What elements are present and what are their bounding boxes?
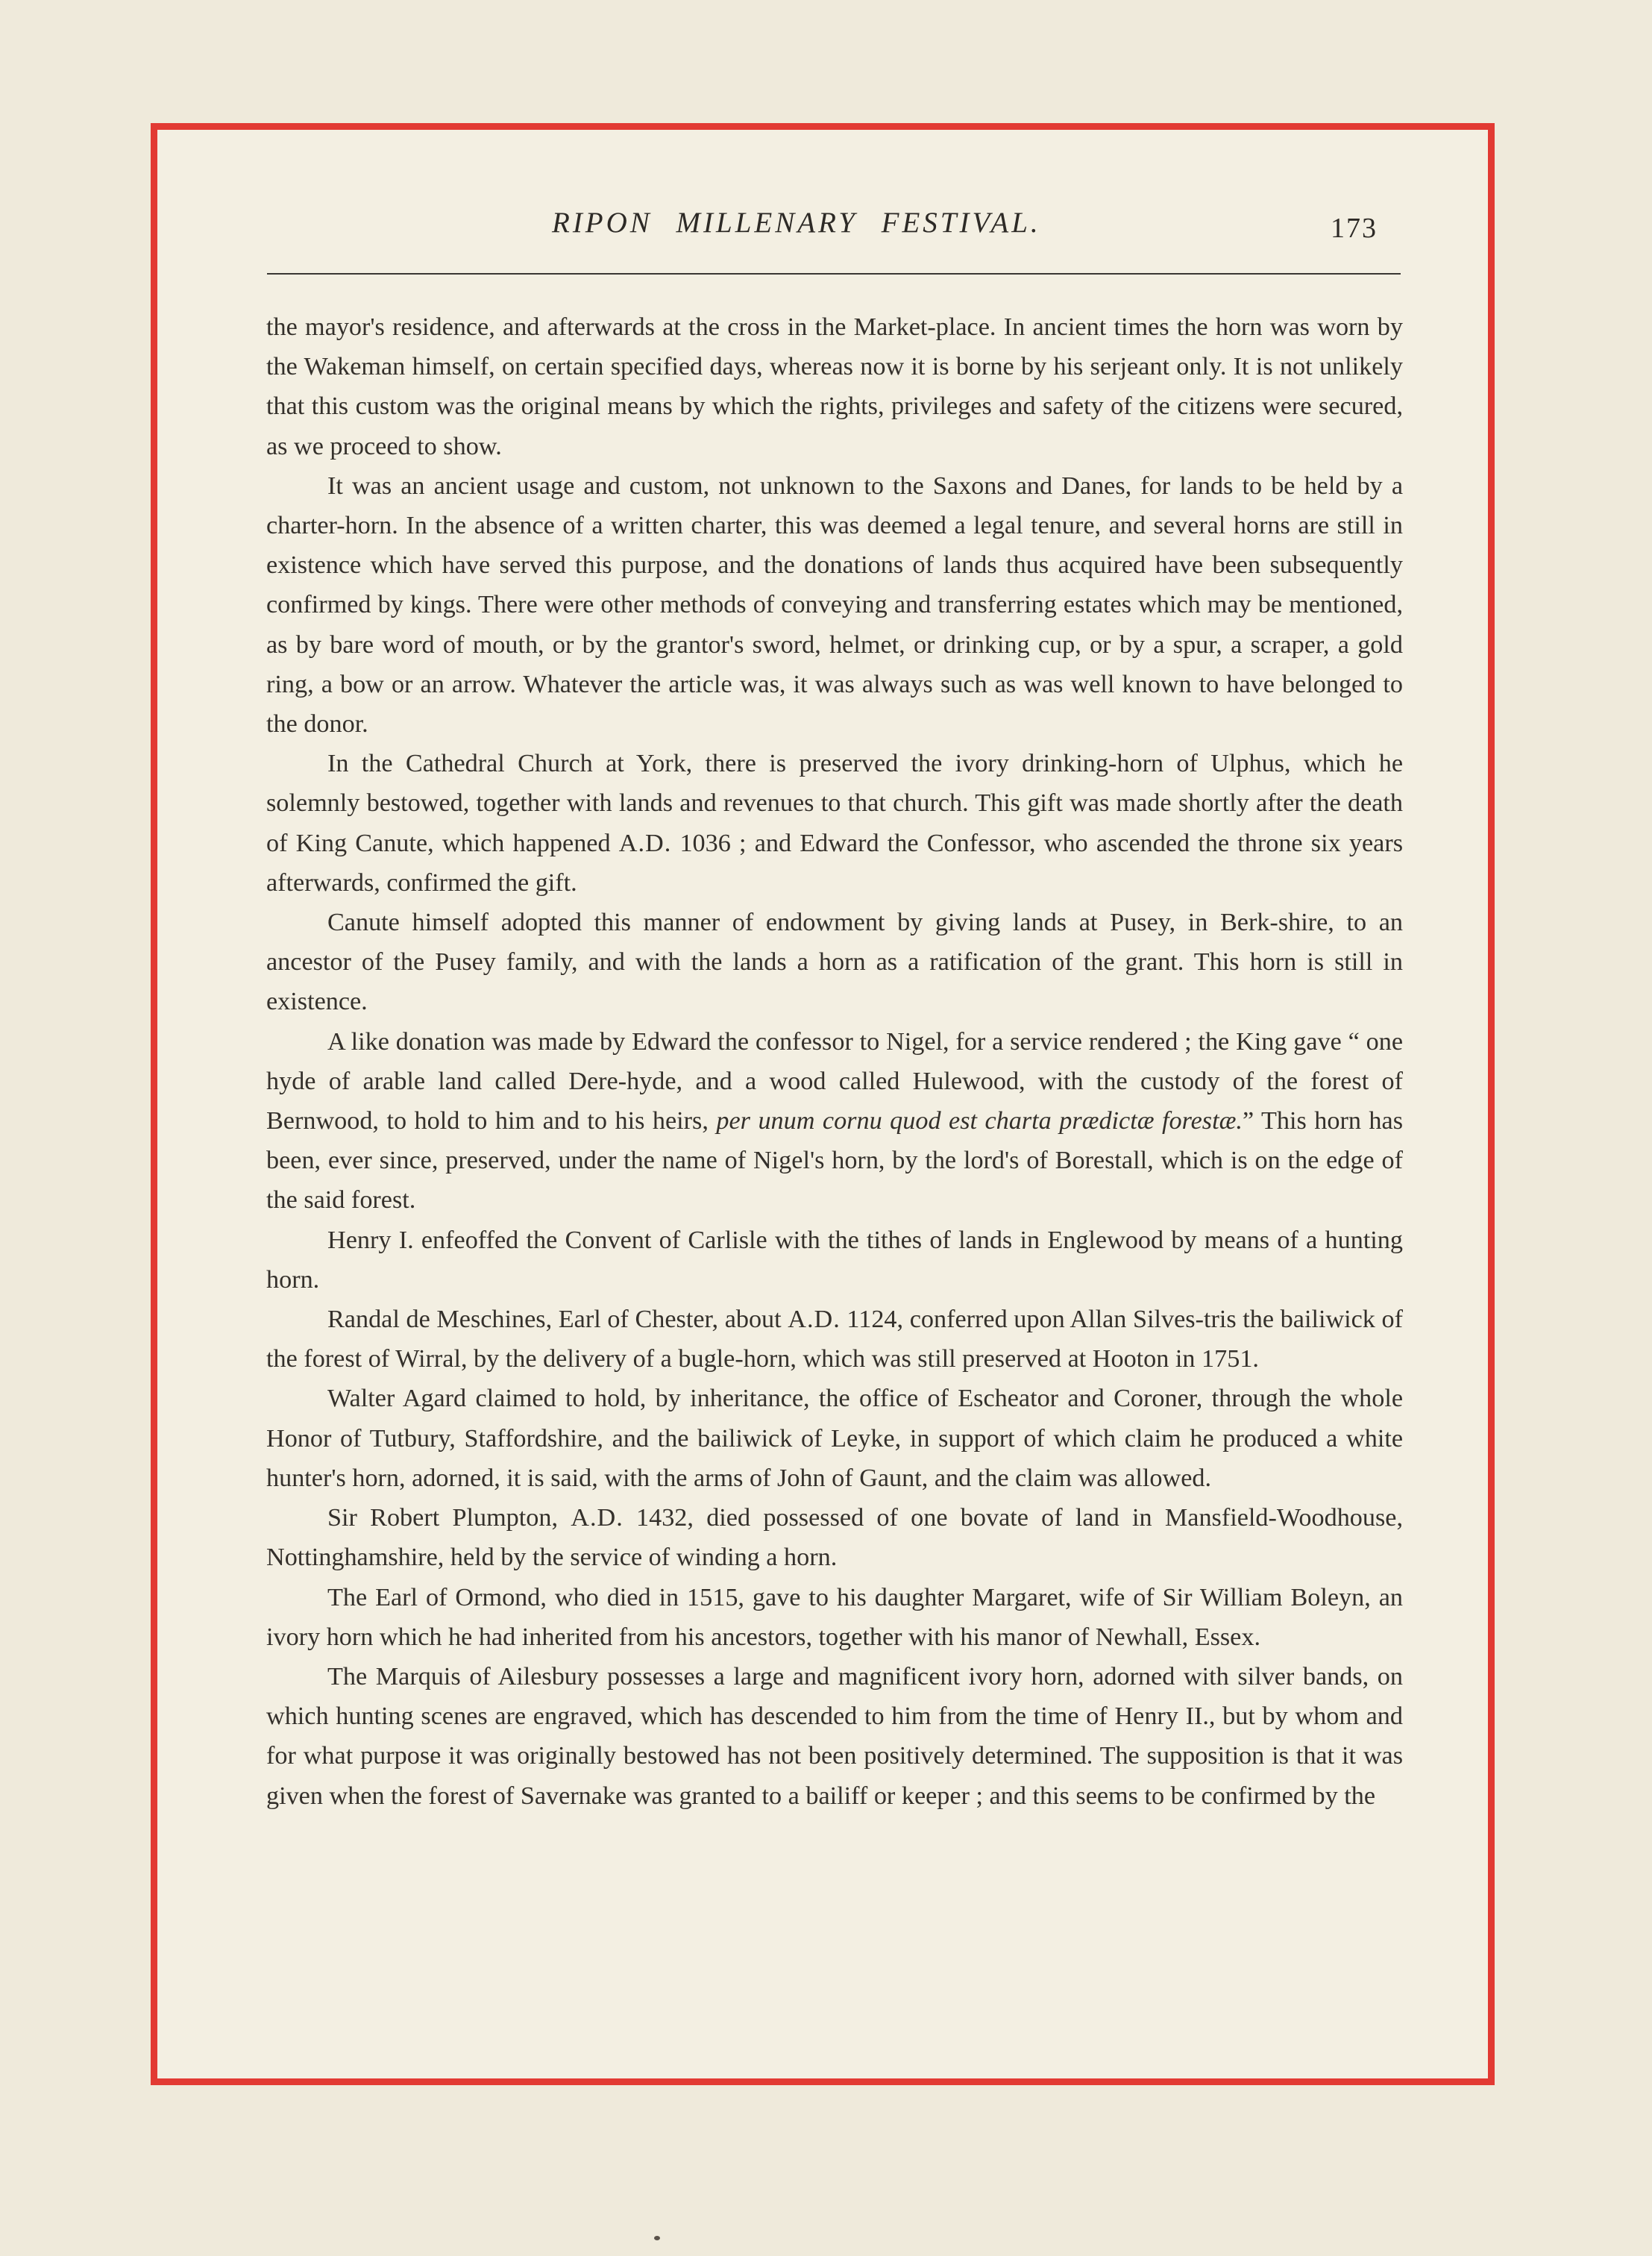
paragraph: Walter Agard claimed to hold, by inheritance, the office of Escheator and Coroner, through the whole Honor of Tutbury, Staffordshire, and the bailiwick of Leyke, in support of which claim he produced a white hunter's horn, adorned, it is said, with the arms of John of Gaunt, and the claim was allowed. [266, 1385, 1403, 1492]
header-rule [267, 273, 1401, 275]
running-header [0, 201, 1652, 246]
era-abbreviation: A.D. [788, 1306, 841, 1334]
era-abbreviation: A.D. [571, 1504, 624, 1532]
paragraph: The Marquis of Ailesbury possesses a large and magnificent ivory horn, adorned with silver bands, on which hunting scenes are engraved, which has descended to him from the time of Henry II., but by whom and for what purpose it was originally bestowed has not been positively determined. The supposition is that it was given when the forest of Savernake was granted to a bailiff or keeper ; and this seems to be confirmed by the [266, 1662, 1403, 1810]
paragraph-text: Sir Robert Plumpton, [327, 1504, 558, 1532]
paragraph-text: ” This horn has been, ever since, preserved, under the name of Nigel's horn, by the lord's of Borestall, which is on the edge of the said forest. [266, 1107, 1403, 1215]
paragraph [266, 1300, 1403, 1379]
paragraph: Henry I. enfeoffed the Convent of Carlisle with the tithes of lands in Englewood by means of a hunting horn. [266, 1226, 1403, 1294]
latin-quotation: per unum cornu quod est charta prædictæ forestæ. [716, 1107, 1243, 1135]
ink-speck [654, 2236, 660, 2240]
paragraph: Canute himself adopted this manner of endowment by giving lands at Pusey, in Berk-shire, to an ancestor of the Pusey family, and with the lands a horn as a ratification of the grant. This horn is still in existence. [266, 909, 1403, 1016]
paragraph [266, 1498, 1403, 1577]
paragraph: the mayor's residence, and afterwards at the cross in the Market-place. In ancient times the horn was worn by the Wakeman himself, on certain specified days, whereas now it is borne by his serjeant only. It is not unlikely that this custom was the original means by which the rights, privileges and safety of the citizens were secured, as we proceed to show. [266, 313, 1403, 460]
paragraph [266, 744, 1403, 903]
paragraph [266, 1022, 1403, 1221]
paragraph-text: 1124, conferred upon Allan Silves-tris the bailiwick of the forest of Wirral, by the delivery of a bugle-horn, which was still preserved at Hooton in 1751. [266, 1306, 1404, 1373]
body-text [266, 307, 1403, 1816]
paragraph-text: Randal de Meschines, Earl of Chester, about [327, 1306, 782, 1334]
paragraph-text: In the Cathedral Church at York, there is preserved the ivory drinking-horn of Ulphus, which he solemnly bestowed, together with lands and revenues to that church. This gift was made shortly after the death of King Canute, which happened [266, 750, 1403, 857]
era-abbreviation: A.D. [618, 829, 672, 857]
paragraph-text: 1036 ; and Edward the Confessor, who ascended the throne six years afterwards, confirmed the gift. [266, 829, 1404, 897]
paragraph: The Earl of Ormond, who died in 1515, gave to his daughter Margaret, wife of Sir William Boleyn, an ivory horn which he had inherited from his ancestors, together with his manor of Newhall, Essex. [266, 1583, 1403, 1651]
page-number: 173 [1331, 213, 1378, 244]
paragraph: It was an ancient usage and custom, not unknown to the Saxons and Danes, for lands to be held by a charter-horn. In the absence of a written charter, this was deemed a legal tenure, and several horns are still in existence which have served this purpose, and the donations of lands thus acquired have been subsequently confirmed by kings. There were other methods of conveying and transferring estates which may be mentioned, as by bare word of mouth, or by the grantor's sword, helmet, or drinking cup, or by a spur, a scraper, a gold ring, a bow or an arrow. Whatever the article was, it was always such as was well known to have belonged to the donor. [266, 471, 1403, 739]
paragraph-text: A like donation was made by Edward the confessor to Nigel, for a service rendered ; the King gave “ one hyde of arable land called Dere-hyde, and a wood called Hulewood, with the custody of the forest of Bernwood, to hold to him and to his heirs, [266, 1027, 1403, 1135]
paragraph-text: 1432, died possessed of one bovate of land in Mansfield-Woodhouse, Nottinghamshire, held by the service of winding a horn. [266, 1504, 1404, 1572]
running-title: RIPON MILLENARY FESTIVAL. [552, 207, 1041, 239]
